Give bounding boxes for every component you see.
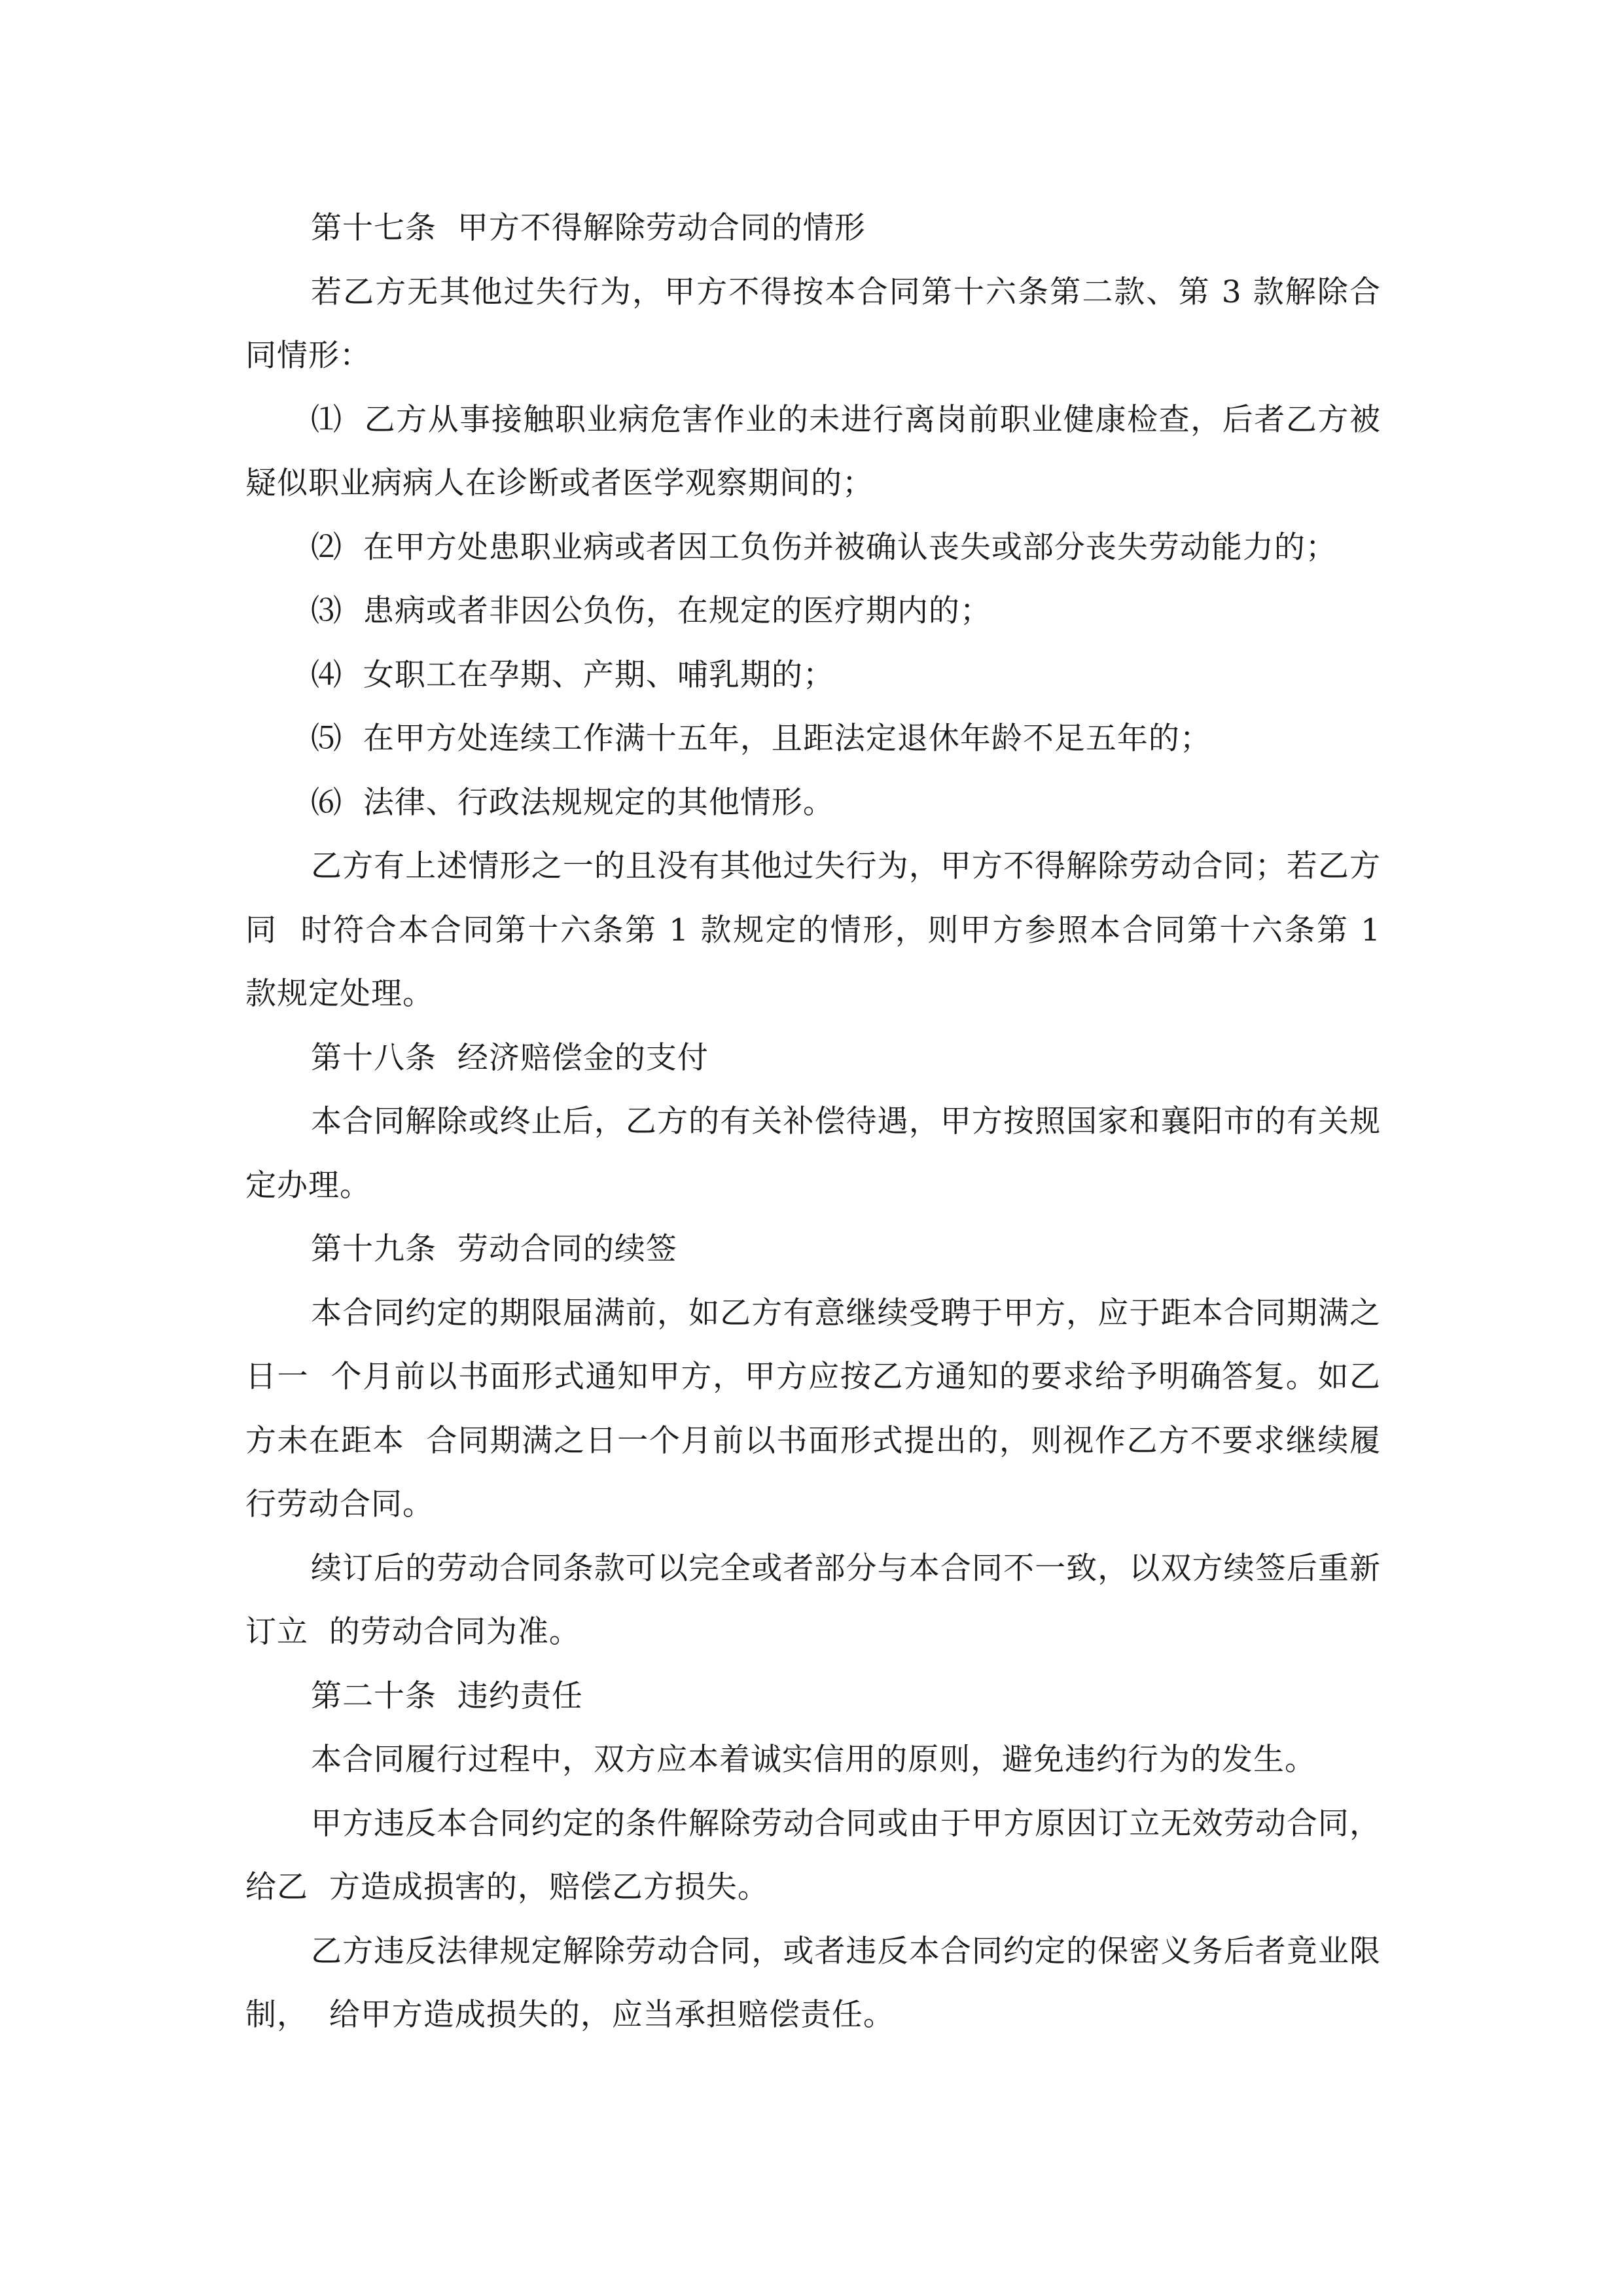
article-17-item-4: ⑷ 女职工在孕期、产期、哺乳期的；	[311, 656, 834, 693]
article-17-item-5: ⑸ 在甲方处连续工作满十五年，且距法定退休年龄不足五年的；	[311, 721, 1211, 757]
article-20-body-2: 甲方违反本合同约定的条件解除劳动合同或由于甲方原因订立无效劳动合同，给乙 方造成损害的，赔偿乙方损失。	[245, 1805, 1381, 1905]
document-body	[245, 196, 1391, 2047]
article-17-item-6: ⑹ 法律、行政法规规定的其他情形。	[311, 784, 834, 821]
article-17-note: 乙方有上述情形之一的且没有其他过失行为，甲方不得解除劳动合同；若乙方同 时符合本合同第十六条第 1 款规定的情形，则甲方参照本合同第十六条第 1 款规定处理。	[245, 848, 1391, 1012]
article-17-item-3: ⑶ 患病或者非因公负伤，在规定的医疗期内的；	[311, 593, 991, 629]
article-18-heading: 第十八条 经济赔偿金的支付	[311, 1039, 709, 1076]
article-17-item-1: ⑴ 乙方从事接触职业病危害作业的未进行离岗前职业健康检查，后者乙方被疑似职业病病人在诊断或者医学观察期间的；	[245, 401, 1381, 501]
article-20-body-1: 本合同履行过程中，双方应本着诚实信用的原则，避免违约行为的发生。	[311, 1742, 1316, 1778]
article-20-heading: 第二十条 违约责任	[311, 1677, 583, 1714]
article-17-intro: 若乙方无其他过失行为，甲方不得按本合同第十六条第二款、第 3 款解除合同情形：	[245, 274, 1381, 374]
article-17-item-2: ⑵ 在甲方处患职业病或者因工负伤并被确认丧失或部分丧失劳动能力的；	[311, 529, 1337, 565]
article-19-heading: 第十九条 劳动合同的续签	[311, 1231, 677, 1267]
article-19-body-2: 续订后的劳动合同条款可以完全或者部分与本合同不一致，以双方续签后重新订立 的劳动合同为准。	[245, 1550, 1381, 1650]
article-18-body: 本合同解除或终止后，乙方的有关补偿待遇，甲方按照国家和襄阳市的有关规定办理。	[245, 1103, 1381, 1204]
article-20-body-3: 乙方违反法律规定解除劳动合同，或者违反本合同约定的保密义务后者竟业限制， 给甲方造成损失的，应当承担赔偿责任。	[245, 1933, 1381, 2033]
article-19-body-1: 本合同约定的期限届满前，如乙方有意继续受聘于甲方，应于距本合同期满之日一 个月前以书面形式通知甲方，甲方应按乙方通知的要求给予明确答复。如乙方未在距本 合同期满之日一个月前以书面形式提出的，则视作乙方不要求继续履行劳动合同。	[245, 1295, 1381, 1522]
article-17-heading: 第十七条 甲方不得解除劳动合同的情形	[311, 210, 866, 246]
